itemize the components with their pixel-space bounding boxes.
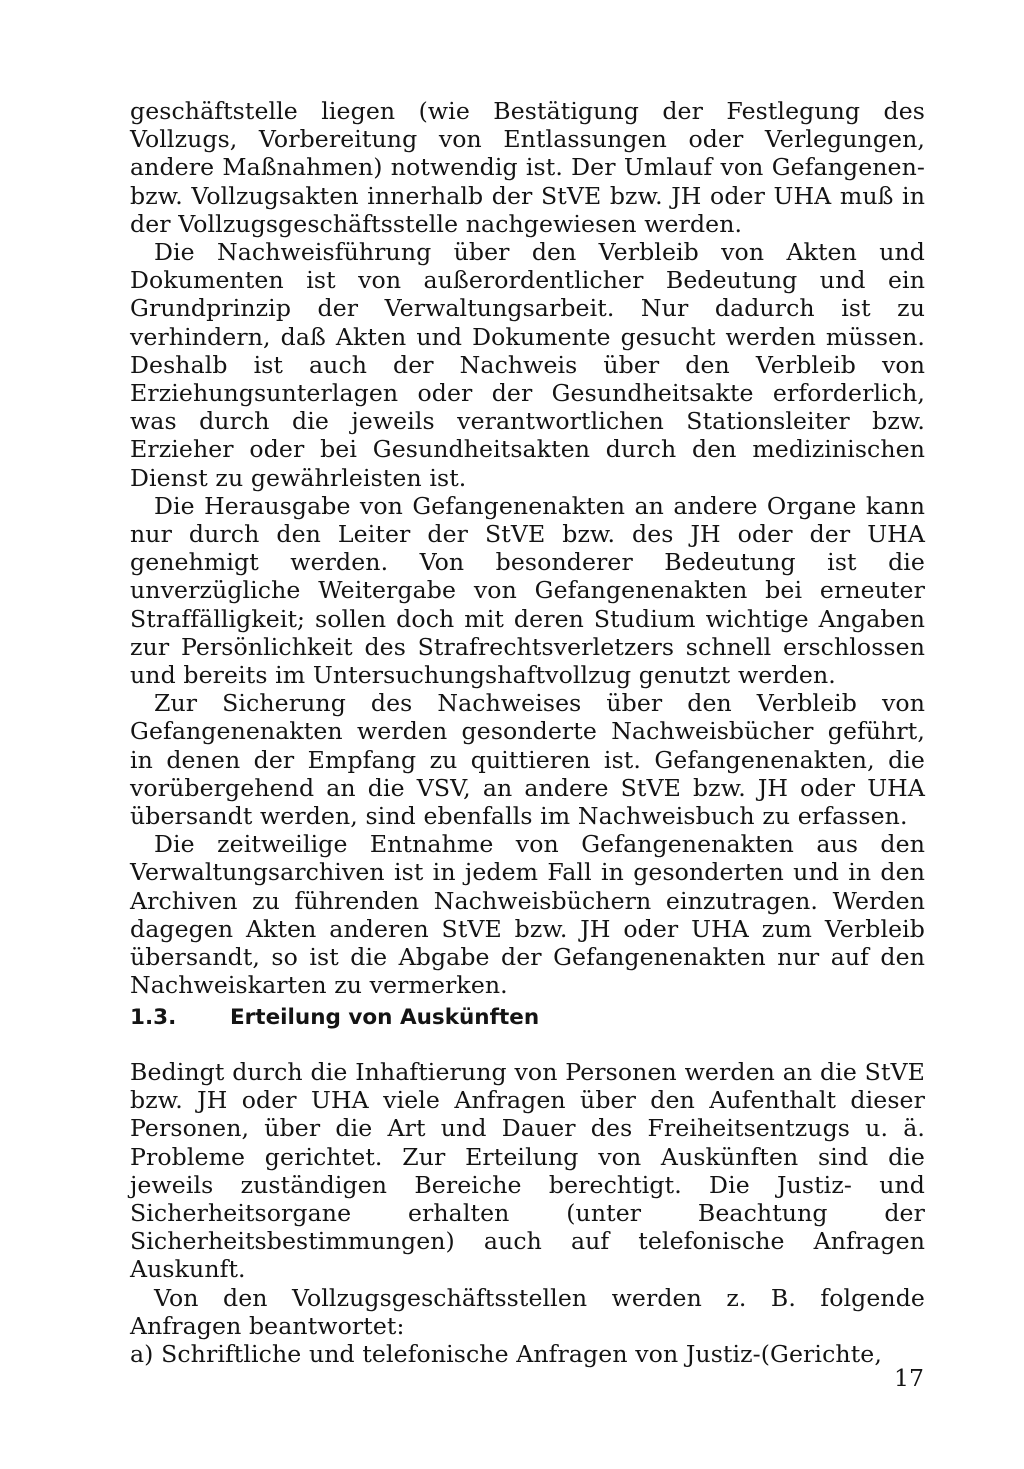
body-text-bottom [130,1058,925,1368]
paragraph-herausgabe: Die Herausgabe von Gefangenenakten an andere Organe kann nur durch den Leiter der StVE bzw. des JH oder der UHA genehmigt werden. Von besonderer Bedeutung ist die unverzügliche Weitergabe von Gefangenenakten bei erneuter Straffälligkeit; sollen doch mit deren Studium wichtige Angaben zur Persönlichkeit des Strafrechtsverletzers schnell erschlossen und bereits im Untersuchungshaftvollzug genutzt werden. [130,491,925,690]
paragraph-continuation: geschäftstelle liegen (wie Bestätigung der Festlegung des Vollzugs, Vorbereitung von Entlassungen oder Verlegungen, andere Maßnahmen) notwendig ist. Der Umlauf von Gefangenen- bzw. Vollzugsakten innerhalb der StVE bzw. JH oder UHA muß in der Vollzugsgeschäftsstelle nachgewiesen werden. [130,97,925,238]
section-title: Erteilung von Auskünften [230,1005,540,1030]
paragraph-anfragen: Von den Vollzugsgeschäftsstellen werden z. B. folgende Anfragen beantwortet: [130,1283,925,1340]
body-text-top [130,97,925,1000]
paragraph-nachweisfuehrung: Die Nachweisführung über den Verbleib von Akten und Dokumenten ist von außerordentlicher Bedeutung und ein Grundprinzip der Verwaltungsarbeit. Nur dadurch ist zu verhindern, daß Akten und Dokumente gesucht werden müssen. Deshalb ist auch der Nachweis über den Verbleib von Erziehungsunterlagen oder der Gesundheitsakte erforderlich, was durch die jeweils verantwortlichen Stationsleiter bzw. Erzieher oder bei Gesundheitsakten durch den medizinischen Dienst zu gewährleisten ist. [130,238,925,492]
paragraph-entnahme: Die zeitweilige Entnahme von Gefangenenakten aus den Verwaltungsarchiven ist in jedem Fall in gesonderten und in den Archiven zu führenden Nachweisbüchern einzutragen. Werden dagegen Akten anderen StVE bzw. JH oder UHA zum Verbleib übersandt, so ist die Abgabe der Gefangenenakten nur auf den Nachweiskarten zu vermerken. [130,830,925,1000]
paragraph-inhaftierung: Bedingt durch die Inhaftierung von Personen werden an die StVE bzw. JH oder UHA viele Anfragen über den Aufenthalt dieser Personen, über die Art und Dauer des Freiheitsentzugs u. ä. Probleme gerichtet. Zur Erteilung von Auskünften sind die jeweils zuständigen Bereiche berechtigt. Die Justiz- und Sicherheitsorgane erhalten (unter Beachtung der Sicherheitsbestimmungen) auch auf telefonische Anfragen Auskunft. [130,1058,925,1284]
paragraph-sicherung: Zur Sicherung des Nachweises über den Verbleib von Gefangenenakten werden gesonderte Nachweisbücher geführt, in denen der Empfang zu quittieren ist. Gefangenenakten, die vorübergehend an die VSV, an andere StVE bzw. JH oder UHA übersandt werden, sind ebenfalls im Nachweisbuch zu erfassen. [130,689,925,831]
list-item: a) Schriftliche und telefonische Anfragen von Justiz-(Gerichte, [130,1340,882,1369]
section-heading [130,1002,925,1034]
section-number: 1.3. [130,1005,177,1030]
page-number: 17 [893,1364,924,1392]
